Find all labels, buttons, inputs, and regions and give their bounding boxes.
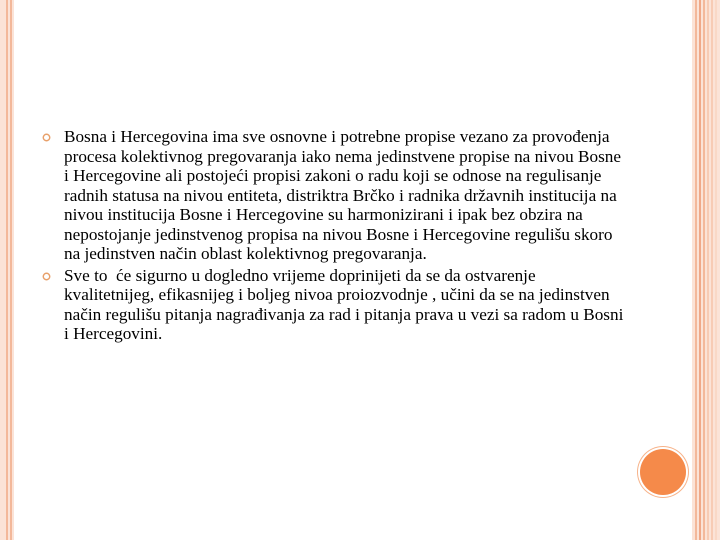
right-border-stripe xyxy=(699,0,701,540)
right-border-stripe xyxy=(715,0,717,540)
bullet-item xyxy=(40,265,628,344)
right-border-stripe xyxy=(707,0,709,540)
hollow-circle-bullet-icon xyxy=(42,133,51,142)
decorative-orange-circle xyxy=(640,449,686,495)
right-border-stripe xyxy=(703,0,705,540)
right-border-stripe xyxy=(695,0,697,540)
left-border-stripe xyxy=(10,0,12,540)
hollow-circle-bullet-icon xyxy=(42,272,51,281)
bullet-item xyxy=(40,127,625,264)
left-border-stripe xyxy=(6,0,8,540)
right-border-stripe xyxy=(711,0,713,540)
bullet-text: Sve to će sigurno u dogledno vrijeme doprinijeti da se da ostvarenje kvalitetnijeg, efikasnijeg i boljeg nivoa proiozvodnje , učini da se na jedinstven način regulišu pitanja nagrađivanja za rad i pitanja prava u vezi sa radom u Bosni i Hercegovini. xyxy=(64,265,628,343)
slide-body xyxy=(40,127,628,346)
bullet-text: Bosna i Hercegovina ima sve osnovne i potrebne propise vezano za provođenja procesa kolektivnog pregovaranja iako nema jedinstvene propise na nivou Bosne i Hercegovine ali postojeći propisi zakoni o radu koji se odnose na regulisanje radnih statusa na nivou entiteta, distriktra Brčko i radnika državnih institucija na nivou institucija Bosne i Hercegovine su harmonizirani i ipak bez obzira na nepostojanje jedinstvenog propisa na nivou Bosne i Hercegovine regulišu skoro na jedinstven način oblast kolektivnog pregovaranja. xyxy=(64,127,621,263)
